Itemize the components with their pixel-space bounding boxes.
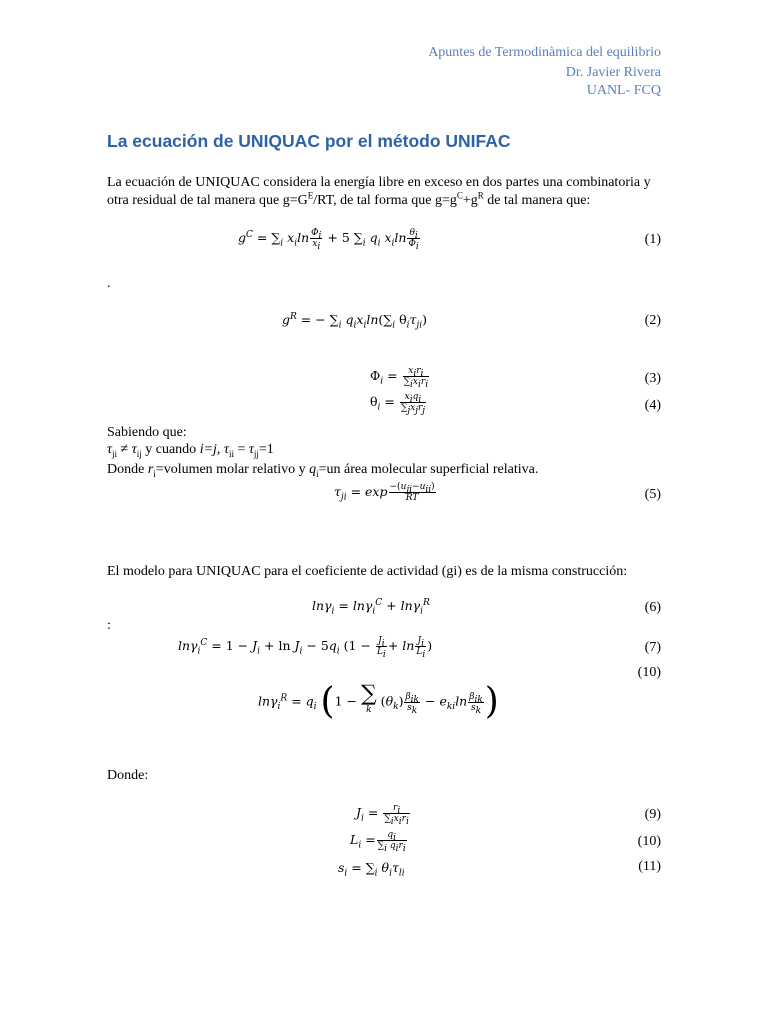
- equation-number-10-lower: (10): [637, 834, 661, 849]
- intro-sup-c: C: [456, 189, 463, 200]
- intro-sup-r: R: [477, 189, 484, 200]
- donde-q: q: [309, 462, 317, 477]
- donde-r-text: =volumen molar relativo y: [155, 462, 310, 477]
- equation-2: $g^R$ = − $\sum_i$ $q_ix_i\ln(\sum_i$ $\theta_i\tau_{ji}$): [282, 311, 427, 331]
- equation-9: $J_i$ = $\frac{r_i}{\sum_ix_ir_i}$: [356, 803, 409, 827]
- donde-r: r: [147, 462, 154, 477]
- donde-prefix: Donde: [107, 462, 148, 477]
- equation-number-4: (4): [644, 398, 661, 413]
- colon-mark: :: [107, 618, 111, 633]
- sabiendo-heading: Sabiendo que:: [107, 425, 187, 440]
- intro-text-3: +g: [462, 192, 478, 208]
- equation-10: $L_i$ = $\frac{q_i}{\sum_i q_ir_i}$: [350, 830, 406, 854]
- donde-label: Donde:: [107, 768, 149, 783]
- equation-7: $\ln\gamma_i^C = 1 - J_i + \ln J_i - 5q_i$ (1 − $\frac{J_i}{L_i}$ + ln $\frac{J_i}{L_i}$ ): [178, 636, 433, 660]
- intro-sup-e: E: [307, 189, 314, 200]
- tau-condition-ij: i=j: [199, 442, 217, 457]
- equation-number-2: (2): [644, 313, 661, 328]
- equation-number-3: (3): [644, 371, 661, 386]
- header-title: Apuntes de Termodinàmica del equilibrio: [428, 45, 661, 60]
- equation-11: $s_i = \sum_i$ $\theta_i\tau_{li}$: [338, 860, 405, 879]
- intro-text-2: /RT, de tal forma que g=g: [313, 192, 457, 208]
- equation-number-9: (9): [644, 807, 661, 822]
- equation-residual: $\ln\gamma_i^R = q_i$ (1 − ∑ k $(\theta_k)$ $\frac{\beta_{ik}}{s_k}$ − $e_{ki}\ln$ $\frac{\beta_{ik}}{s_k}$ ): [258, 681, 499, 722]
- intro-text-1: La ecuación de UNIQUAC considera la energía libre en exceso en dos partes una combinatoria y otra residual de tal manera que g=G: [107, 175, 651, 208]
- equation-number-10-upper: (10): [637, 665, 661, 680]
- equation-number-7: (7): [644, 640, 661, 655]
- donde-q-text: =un área molecular superficial relativa.: [318, 462, 539, 477]
- equation-5: $\tau_{ji} = \exp$ $\frac{-(u_{ji}-u_{ii})}{RT}$: [334, 482, 435, 503]
- dot-mark: .: [107, 276, 111, 291]
- tau-condition-end: =1: [258, 442, 274, 457]
- equation-1: $g^C = \sum_i$ $x_i\ln$ $\frac{\Phi_i}{x_i}$ + 5 $\sum_i$ $q_i$ $x_i\ln$ $\frac{\theta_i}{\Phi_i}$: [238, 228, 419, 252]
- tau-condition-line: $\tau_{ji} \ne \tau_{ij}$ y cuando i=j, $\tau_{ii} = \tau_{jj}=1$: [107, 442, 274, 459]
- header-institution: UANL- FCQ: [586, 83, 661, 98]
- equation-3: $\Phi_i$ = $\frac{x_ir_i}{\sum_ix_ir_i}$: [370, 366, 429, 390]
- equation-6: lnγ$_i$ = lnγ$_i^C$ + lnγ$_i^R$: [312, 597, 430, 617]
- tau-condition-text: y cuando: [141, 442, 200, 457]
- equation-number-11: (11): [638, 859, 661, 874]
- header-author: Dr. Javier Rivera: [565, 65, 661, 80]
- equation-number-6: (6): [644, 600, 661, 615]
- modelo-paragraph: El modelo para UNIQUAC para el coeficiente de actividad (gi) es de la misma construcción:: [107, 564, 628, 579]
- equation-number-1: (1): [644, 232, 661, 247]
- intro-text-4: de tal manera que:: [483, 192, 591, 208]
- intro-paragraph: [107, 174, 661, 209]
- equation-4: $\theta_i$ = $\frac{x_iq_i}{\sum_jx_jr_j}$: [370, 392, 426, 416]
- section-title: La ecuación de UNIQUAC por el método UNIFAC: [107, 131, 511, 151]
- equation-number-5: (5): [644, 487, 661, 502]
- donde-definitions: Donde $r_i=volumen$ molar relativo y $q_i=un$ área molecular superficial relativa.: [107, 462, 539, 479]
